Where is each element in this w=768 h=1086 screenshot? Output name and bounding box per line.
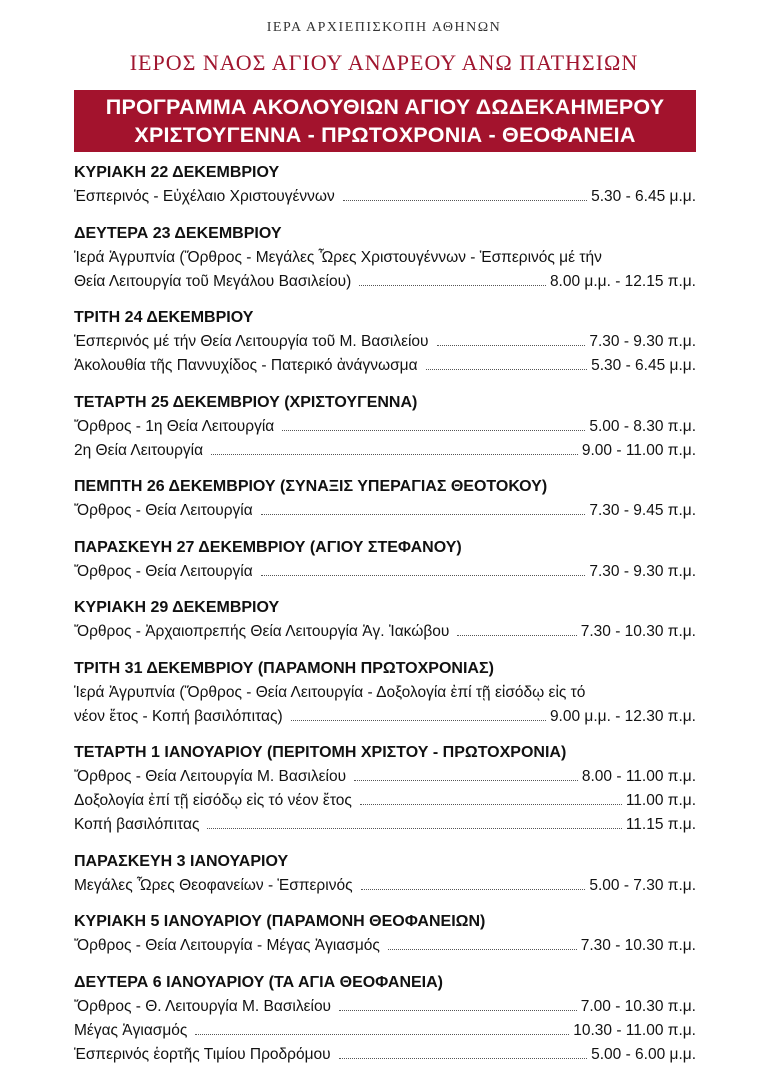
service-time: 8.00 - 11.00 π.μ. [581, 768, 696, 785]
service-time: 8.00 μ.μ. - 12.15 π.μ. [549, 272, 696, 290]
schedule-list [74, 161, 696, 1079]
day-title: ΚΥΡΙΑΚΗ 5 ΙΑΝΟΥΑΡΙΟΥ (ΠΑΡΑΜΟΝΗ ΘΕΟΦΑΝΕΙΩΝ) [74, 913, 486, 930]
dot-leader [339, 1010, 577, 1011]
service-name: Ἀκολουθία τῆς Παννυχίδος - Πατερικό ἀνάγνωσμα [74, 357, 418, 374]
service-row [74, 270, 696, 294]
service-row [74, 330, 696, 354]
service-time: 9.00 - 11.00 π.μ. [581, 441, 696, 459]
service-time: 7.30 - 9.30 π.μ. [589, 333, 696, 350]
dot-leader [282, 430, 585, 431]
service-name: Ὄρθρος - Θεία Λειτουργία Μ. Βασιλείου [74, 768, 347, 785]
service-row [74, 934, 696, 958]
service-row [74, 789, 696, 813]
day-title: ΤΕΤΑΡΤΗ 25 ΔΕΚΕΜΒΡΙΟΥ (ΧΡΙΣΤΟΥΓΕΝΝΑ) [74, 393, 418, 411]
service-row [74, 439, 696, 463]
title-line-1: ΠΡΟΓΡΑΜΜΑ ΑΚΟΛΟΥΘΙΩΝ ΑΓΙΟΥ ΔΩΔΕΚΑΗΜΕΡΟΥ [105, 95, 665, 119]
service-time: 7.30 - 10.30 π.μ. [580, 937, 696, 954]
day-title: ΔΕΥΤΕΡΑ 23 ΔΕΚΕΜΒΡΙΟΥ [74, 224, 282, 242]
day-title: ΠΑΡΑΣΚΕΥΗ 3 ΙΑΝΟΥΑΡΙΟΥ [74, 852, 289, 870]
service-name: Δοξολογία ἐπί τῇ εἰσόδῳ εἰς τό νέον ἔτος [74, 792, 352, 809]
service-row [74, 499, 696, 523]
day-section [74, 741, 696, 837]
day-title: ΚΥΡΙΑΚΗ 22 ΔΕΚΕΜΒΡΙΟΥ [74, 164, 280, 181]
service-row [74, 874, 696, 898]
day-section [74, 971, 696, 1067]
service-name: Ὄρθρος - Θεία Λειτουργία [74, 562, 253, 580]
service-name: Ὄρθρος - Θεία Λειτουργία [74, 502, 253, 519]
dot-leader [291, 720, 546, 721]
dot-leader [437, 345, 586, 346]
service-name: Ὄρθρος - Θεία Λειτουργία - Μέγας Ἁγιασμός [74, 937, 380, 954]
dot-leader [426, 369, 588, 370]
service-row [74, 813, 696, 837]
service-name: Ἑσπερινός - Εὐχέλαιο Χριστουγέννων [74, 188, 335, 205]
service-name: Ὄρθρος - 1η Θεία Λειτουργία [74, 417, 275, 435]
day-section [74, 161, 696, 209]
service-name: 2η Θεία Λειτουργία [74, 441, 204, 459]
service-row [74, 765, 696, 789]
service-row [74, 415, 696, 439]
dot-leader [261, 575, 586, 576]
day-title: ΠΑΡΑΣΚΕΥΗ 27 ΔΕΚΕΜΒΡΙΟΥ (ΑΓΙΟΥ ΣΤΕΦΑΝΟΥ) [74, 538, 462, 556]
service-name: Θεία Λειτουργία τοῦ Μεγάλου Βασιλείου) [74, 272, 352, 290]
dot-leader [195, 1034, 569, 1035]
day-section [74, 306, 696, 378]
day-section [74, 475, 696, 523]
day-title: ΠΕΜΠΤΗ 26 ΔΕΚΕΜΒΡΙΟΥ (ΣΥΝΑΞΙΣ ΥΠΕΡΑΓΙΑΣ ΘΕΟΤΟΚΟΥ) [74, 478, 548, 495]
day-title: ΚΥΡΙΑΚΗ 29 ΔΕΚΕΜΒΡΙΟΥ [74, 599, 280, 616]
service-time: 5.00 - 6.00 μ.μ. [591, 1045, 696, 1063]
service-time: 5.00 - 8.30 π.μ. [589, 417, 696, 435]
day-title: ΤΡΙΤΗ 31 ΔΕΚΕΜΒΡΙΟΥ (ΠΑΡΑΜΟΝΗ ΠΡΩΤΟΧΡΟΝΙΑΣ) [74, 659, 494, 677]
service-row [74, 620, 696, 644]
service-row [74, 354, 696, 378]
service-time: 11.15 π.μ. [625, 816, 696, 833]
dot-leader [261, 514, 586, 515]
service-name: Ὄρθρος - Ἀρχαιοπρεπής Θεία Λειτουργία Ἁγ. Ἰακώβου [74, 623, 450, 640]
day-section [74, 222, 696, 294]
service-row [74, 1043, 696, 1067]
service-name-line: Ἱερά Ἀγρυπνία (Ὄρθρος - Θεία Λειτουργία - Δοξολογία ἐπί τῇ εἰσόδῳ εἰς τό [74, 683, 586, 701]
day-title: ΤΕΤΑΡΤΗ 1 ΙΑΝΟΥΑΡΙΟΥ (ΠΕΡΙΤΟΜΗ ΧΡΙΣΤΟΥ - ΠΡΩΤΟΧΡΟΝΙΑ) [74, 744, 567, 761]
church-name: ΙΕΡΟΣ ΝΑΟΣ ΑΓΙΟΥ ΑΝΔΡΕΟΥ ΑΝΩ ΠΑΤΗΣΙΩΝ [129, 50, 639, 75]
day-section [74, 850, 696, 898]
service-time: 11.00 π.μ. [625, 792, 696, 809]
service-name: Ὄρθρος - Θ. Λειτουργία Μ. Βασιλείου [74, 997, 332, 1015]
dot-leader [360, 804, 622, 805]
service-time: 7.30 - 9.45 π.μ. [589, 502, 696, 519]
service-time: 5.30 - 6.45 μ.μ. [591, 188, 696, 205]
day-title: ΤΡΙΤΗ 24 ΔΕΚΕΜΒΡΙΟΥ [74, 309, 254, 326]
dot-leader [354, 780, 578, 781]
day-section [74, 536, 696, 584]
day-section [74, 596, 696, 644]
dot-leader [457, 635, 576, 636]
service-time: 10.30 - 11.00 π.μ. [573, 1021, 696, 1039]
service-name: νέον ἔτος - Κοπή βασιλόπιτας) [74, 707, 283, 725]
service-row [74, 995, 696, 1019]
dot-leader [361, 889, 586, 890]
service-name: Μέγας Ἁγιασμός [74, 1021, 188, 1039]
dot-leader [339, 1058, 587, 1059]
service-time: 5.00 - 7.30 π.μ. [589, 876, 696, 894]
service-time: 7.00 - 10.30 π.μ. [580, 997, 696, 1015]
service-time: 7.30 - 10.30 π.μ. [580, 623, 696, 640]
day-section [74, 657, 696, 729]
dot-leader [207, 828, 621, 829]
service-row [74, 1019, 696, 1043]
service-name: Κοπή βασιλόπιτας [74, 816, 200, 833]
dot-leader [343, 200, 587, 201]
title-line-2: ΧΡΙΣΤΟΥΓΕΝΝΑ - ΠΡΩΤΟΧΡΟΝΙΑ - ΘΕΟΦΑΝΕΙΑ [134, 123, 636, 147]
service-row [74, 185, 696, 209]
dot-leader [211, 454, 578, 455]
day-section [74, 910, 696, 958]
service-row [74, 705, 696, 729]
service-time: 7.30 - 9.30 π.μ. [589, 562, 696, 580]
service-time: 5.30 - 6.45 μ.μ. [591, 357, 696, 374]
service-name: Ἑσπερινός μέ τήν Θεία Λειτουργία τοῦ Μ. Βασιλείου [74, 333, 429, 350]
service-name-line: Ἱερά Ἀγρυπνία (Ὄρθρος - Μεγάλες Ὧρες Χριστουγέννων - Ἑσπερινός μέ τήν [74, 248, 602, 266]
archdiocese-heading: ΙΕΡΑ ΑΡΧΙΕΠΙΣΚΟΠΗ ΑΘΗΝΩΝ [266, 20, 502, 35]
dot-leader [359, 285, 546, 286]
dot-leader [388, 949, 577, 950]
service-name: Μεγάλες Ὧρες Θεοφανείων - Ἑσπερινός [74, 876, 353, 894]
service-name: Ἑσπερινός ἑορτῆς Τιμίου Προδρόμου [74, 1045, 331, 1063]
day-section [74, 391, 696, 463]
title-banner [74, 90, 696, 152]
day-title: ΔΕΥΤΕΡΑ 6 ΙΑΝΟΥΑΡΙΟΥ (ΤΑ ΑΓΙΑ ΘΕΟΦΑΝΕΙΑ) [74, 973, 443, 991]
service-time: 9.00 μ.μ. - 12.30 π.μ. [549, 707, 696, 725]
service-row [74, 560, 696, 584]
